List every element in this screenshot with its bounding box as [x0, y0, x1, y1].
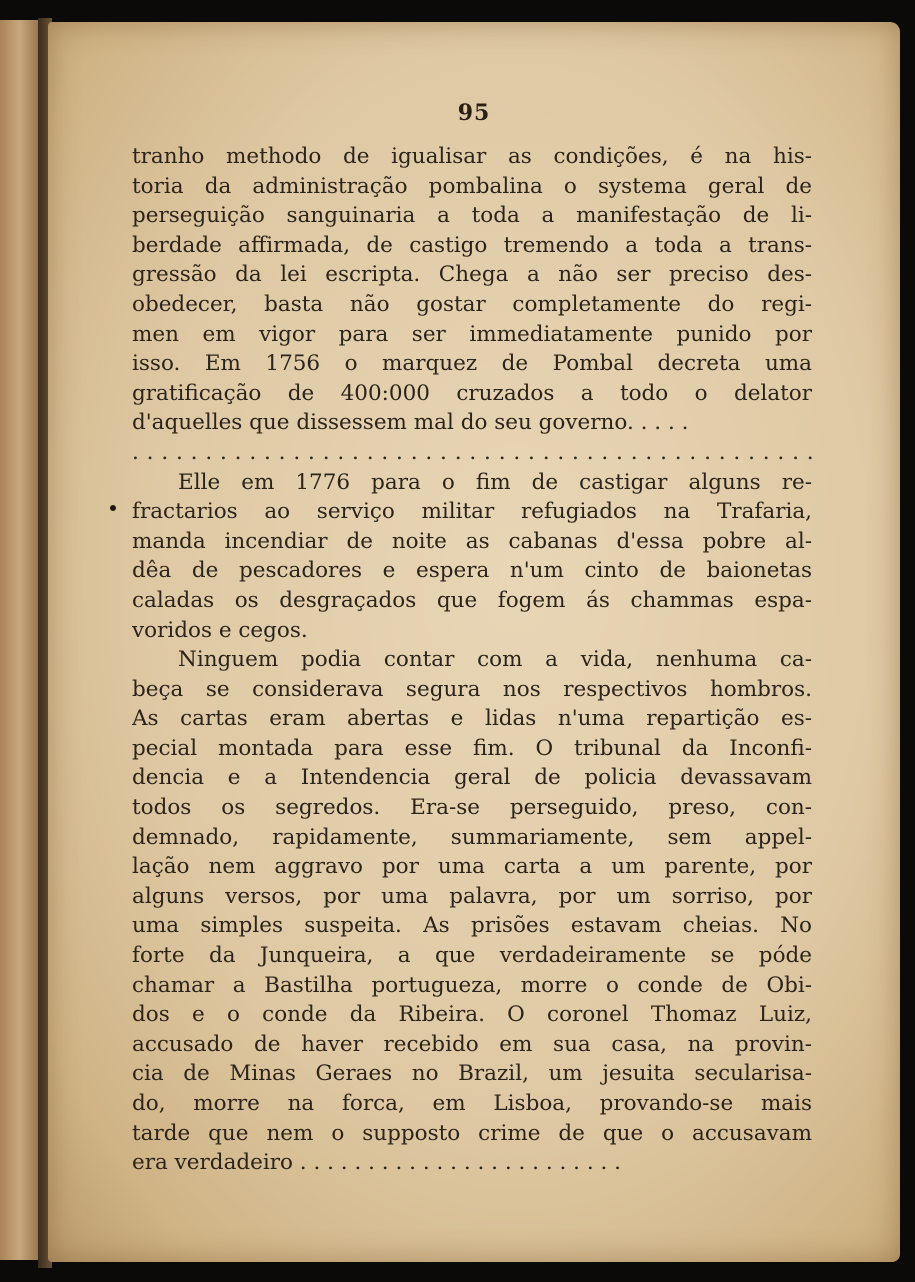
text-line: manda incendiar de noite as cabanas d'essa pobre al-: [132, 528, 812, 554]
dotted-separator: [132, 438, 812, 468]
text-line: accusado de haver recebido em sua casa, na provin-: [132, 1031, 812, 1057]
text-line: d'aquelles que dissessem mal do seu governo. . . . .: [132, 410, 689, 436]
text-line: forte da Junqueira, a que verdadeiramente se póde: [132, 943, 812, 969]
text-line: do, morre na forca, em Lisboa, provando-se mais: [132, 1091, 812, 1116]
text-line: dencia e a Intendencia geral de policia devassavam: [132, 765, 812, 791]
text-line: caladas os desgraçados que fogem ás chammas espa-: [132, 587, 812, 613]
text-line: cia de Minas Geraes no Brazil, um jesuita secularisa-: [132, 1061, 812, 1087]
text-line: lação nem aggravo por uma carta a um parente, por: [132, 854, 812, 880]
text-line: perseguição sanguinaria a toda a manifestação de li-: [132, 203, 812, 229]
paragraph-2: [132, 468, 812, 646]
page-number: 95: [457, 100, 491, 126]
page-body: [132, 142, 812, 1178]
text-line: isso. Em 1756 o marquez de Pombal decreta uma: [132, 351, 812, 377]
text-line: gressão da lei escripta. Chega a não ser preciso des-: [132, 262, 812, 288]
text-line: beça se considerava segura nos respectivos hombros.: [132, 676, 812, 702]
text-line: toria da administração pombalina o systema geral de: [132, 173, 812, 199]
text-line: uma simples suspeita. As prisões estavam cheias. No: [132, 913, 812, 939]
text-line: todos os segredos. Era-se perseguido, preso, con-: [132, 795, 812, 821]
text-line: voridos e cegos.: [132, 617, 308, 643]
text-line: dos e o conde da Ribeira. O coronel Thomaz Luiz,: [132, 1002, 812, 1028]
text-line: tranho methodo de igualisar as condições, é na his-: [132, 144, 812, 169]
text-line: pecial montada para esse fim. O tribunal da Inconfi-: [132, 735, 812, 761]
text-line: men em vigor para ser immediatamente punido por: [132, 321, 812, 347]
text-line: berdade affirmada, de castigo tremendo a toda a trans-: [132, 232, 812, 258]
paragraph-3: [132, 645, 812, 1178]
book-page: [48, 22, 900, 1262]
paragraph-1: [132, 142, 812, 438]
text-line: demnado, rapidamente, summariamente, sem appel-: [132, 824, 812, 850]
text-line: dêa de pescadores e espera n'um cinto de baionetas: [132, 558, 812, 584]
text-line: tarde que nem o supposto crime de que o accusavam: [132, 1120, 812, 1146]
text-line: gratificação de 400:000 cruzados a todo o delator: [132, 380, 812, 406]
text-line: As cartas eram abertas e lidas n'uma repartição es-: [132, 706, 812, 732]
text-line: fractarios ao serviço militar refugiados na Trafaria,: [132, 499, 812, 525]
text-line: Ninguem podia contar com a vida, nenhuma ca-: [178, 647, 812, 673]
text-line: Elle em 1776 para o fim de castigar alguns re-: [178, 469, 812, 495]
text-line: era verdadeiro . . . . . . . . . . . . . . . . . . . . . . . .: [132, 1150, 622, 1176]
text-line: obedecer, basta não gostar completamente do regi-: [132, 291, 812, 317]
text-line: chamar a Bastilha portugueza, morre o conde de Obi-: [132, 972, 812, 998]
ink-blot-mark: [110, 505, 116, 511]
text-line: alguns versos, por uma palavra, por um sorriso, por: [132, 883, 812, 909]
